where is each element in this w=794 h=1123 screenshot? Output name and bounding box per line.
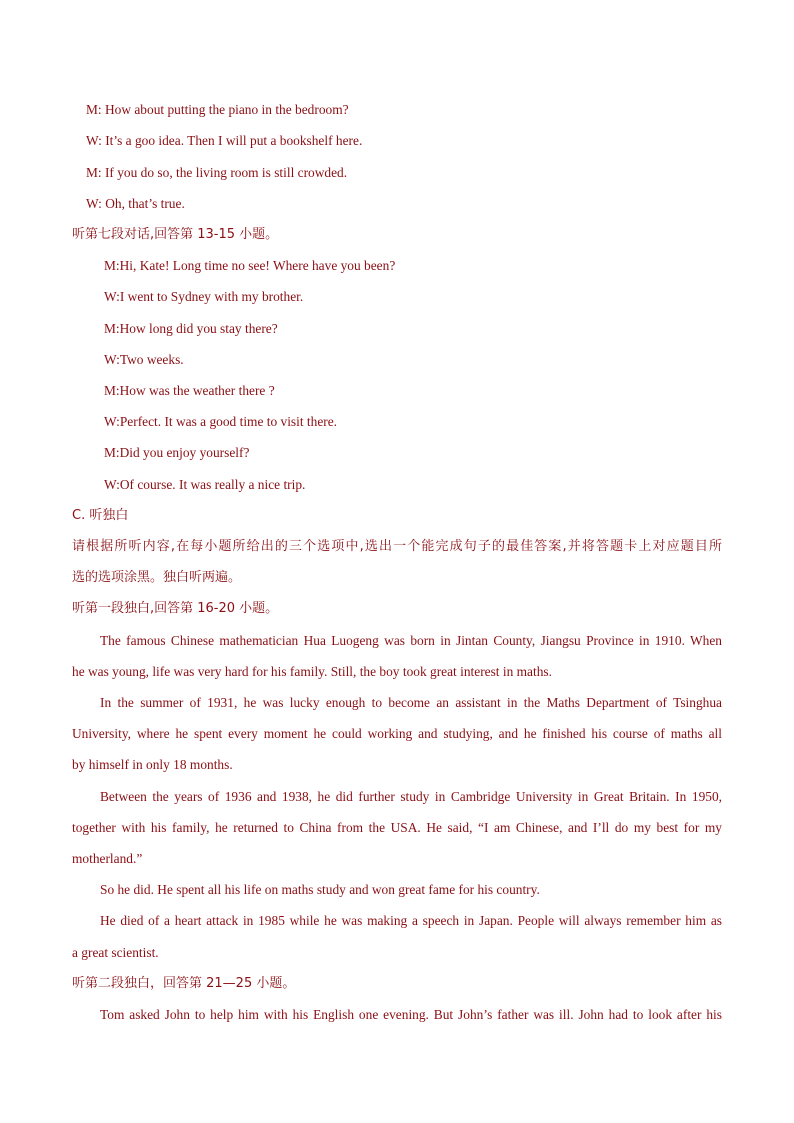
dialogue-line: M:How was the weather there ?: [104, 383, 275, 398]
paragraph-line: together with his family, he returned to China from the USA. He said, “I am Chinese, and I’ll do my best for my: [72, 820, 722, 835]
paragraph-line: Between the years of 1936 and 1938, he did further study in Cambridge University in Great Britain. In 1950,: [100, 789, 722, 804]
dialogue-line: M: How about putting the piano in the bedroom?: [86, 102, 349, 117]
dialogue-line: W:I went to Sydney with my brother.: [104, 289, 304, 304]
paragraph-line: he was young, life was very hard for his family. Still, the boy took great interest in maths.: [72, 664, 552, 679]
paragraph-line: University, where he spent every moment he could working and studying, and he finished his course of maths all: [72, 726, 722, 741]
part-title: C. 听独白: [72, 508, 129, 523]
instruction-line: 请根据所听内容,在每小题所给出的三个选项中,选出一个能完成句子的最佳答案,并将答题卡上对应题目所: [72, 539, 722, 554]
dialogue-line: W:Perfect. It was a good time to visit there.: [104, 414, 338, 429]
paragraph-line: Tom asked John to help him with his English one evening. But John’s father was ill. John had to look after his: [100, 1007, 722, 1022]
paragraph-line: The famous Chinese mathematician Hua Luogeng was born in Jintan County, Jiangsu Province in 1910. When: [100, 633, 722, 648]
dialogue-line: M:How long did you stay there?: [104, 321, 278, 336]
paragraph-line: In the summer of 1931, he was lucky enough to become an assistant in the Maths Department of Tsinghua: [100, 695, 722, 710]
section-heading: 听第二段独白，回答第 21—25 小题。: [72, 976, 296, 991]
dialogue-line: W:Of course. It was really a nice trip.: [104, 477, 306, 492]
dialogue-line: W: Oh, that’s true.: [86, 196, 185, 211]
section-heading: 听第一段独白,回答第 16-20 小题。: [72, 601, 279, 616]
paragraph-line: a great scientist.: [72, 945, 159, 960]
dialogue-line: W:Two weeks.: [104, 352, 184, 367]
dialogue-line: M:Hi, Kate! Long time no see! Where have you been?: [104, 258, 396, 273]
dialogue-line: M: If you do so, the living room is still crowded.: [86, 165, 348, 180]
section-heading: 听第七段对话,回答第 13-15 小题。: [72, 227, 279, 242]
dialogue-line: M:Did you enjoy yourself?: [104, 445, 250, 460]
paragraph-line: So he did. He spent all his life on maths study and won great fame for his country.: [100, 882, 540, 897]
paragraph-line: by himself in only 18 months.: [72, 757, 233, 772]
paragraph-line: He died of a heart attack in 1985 while he was making a speech in Japan. People will always remember him as: [100, 913, 722, 928]
instruction-line: 选的选项涂黑。独白听两遍。: [72, 570, 242, 585]
dialogue-line: W: It’s a goo idea. Then I will put a bookshelf here.: [86, 133, 363, 148]
paragraph-line: motherland.”: [72, 851, 143, 866]
